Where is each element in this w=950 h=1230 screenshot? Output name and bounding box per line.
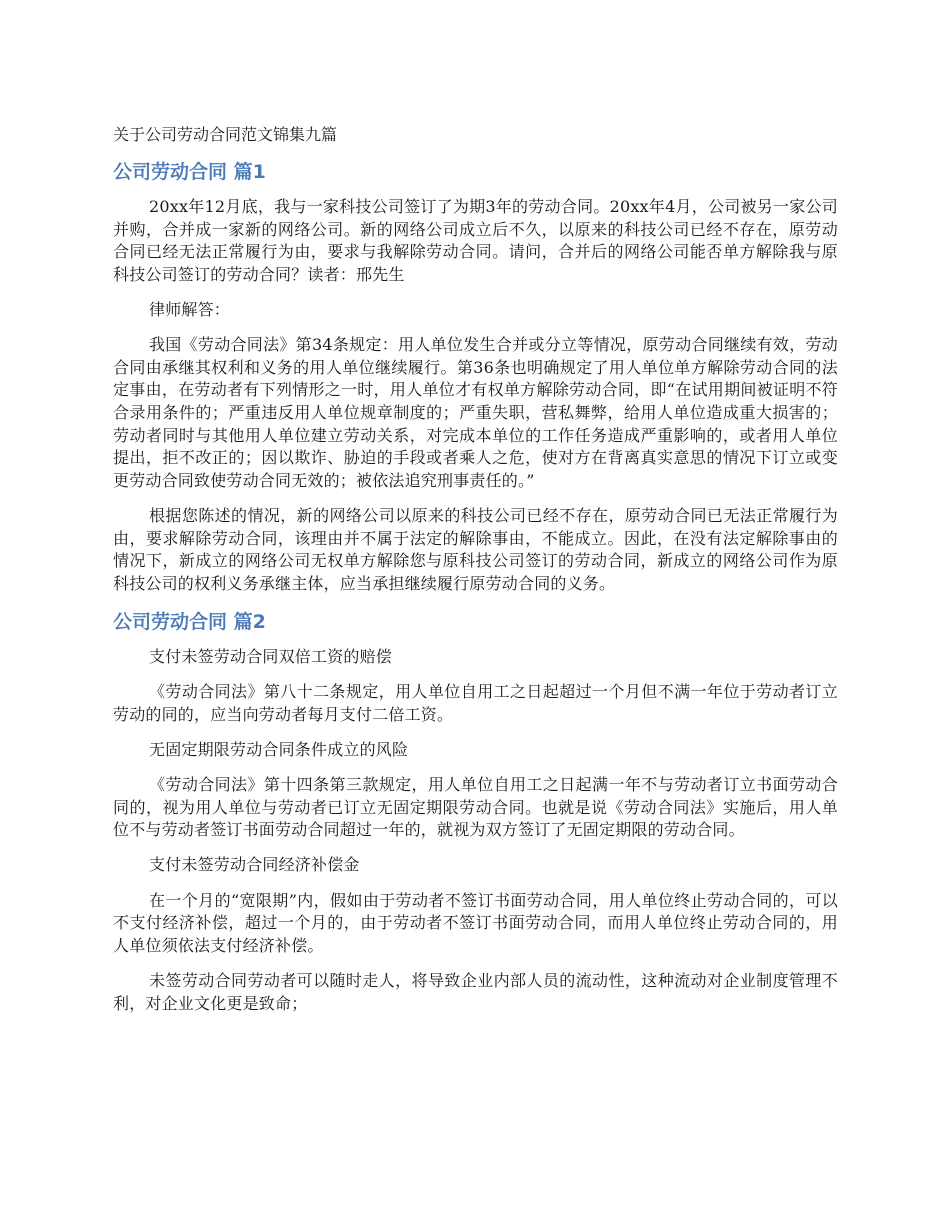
section-1 — [113, 158, 838, 595]
section-2 — [113, 608, 838, 1015]
paragraph: 《劳动合同法》第十四条第三款规定，用人单位自用工之日起满一年不与劳动者订立书面劳动合同的，视为用人单位与劳动者已订立无固定期限劳动合同。也就是说《劳动合同法》实施后，用人单位不与劳动者签订书面劳动合同超过一年的，就视为双方签订了无固定期限的劳动合同。 — [113, 775, 838, 840]
paragraph: 《劳动合同法》第八十二条规定，用人单位自用工之日起超过一个月但不满一年位于劳动者订立劳动的同的，应当向劳动者每月支付二倍工资。 — [113, 682, 838, 724]
paragraph: 支付未签劳动合同经济补偿金 — [149, 855, 360, 875]
paragraph: 根据您陈述的情况，新的网络公司以原来的科技公司已经不存在，原劳动合同已无法正常履行为由，要求解除劳动合同，该理由并不属于法定的解除事由，不能成立。因此，在没有法定解除事由的情况下，新成立的网络公司无权单方解除您与原科技公司签订的劳动合同，新成立的网络公司作为原科技公司的权利义务承继主体，应当承担继续履行原劳动合同的义务。 — [113, 505, 838, 593]
paragraph: 未签劳动合同劳动者可以随时走人，将导致企业内部人员的流动性，这种流动对企业制度管理不利，对企业文化更是致命； — [113, 970, 838, 1013]
paragraph: 支付未签劳动合同双倍工资的赔偿 — [149, 646, 393, 666]
paragraph: 20xx年12月底，我与一家科技公司签订了为期3年的劳动合同。20xx年4月，公司被另一家公司并购，合并成一家新的网络公司。新的网络公司成立后不久，以原来的科技公司已经不存在，原劳动合同已经无法正常履行为由，要求与我解除劳动合同。请问，合并后的网络公司能否单方解除我与原科技公司签订的劳动合同？读者：邢先生 — [113, 197, 838, 284]
section-heading: 公司劳动合同 篇1 — [113, 161, 266, 183]
section-heading: 公司劳动合同 篇2 — [113, 610, 266, 633]
paragraph: 律师解答： — [149, 299, 231, 319]
document-title: 关于公司劳动合同范文锦集九篇 — [113, 125, 338, 144]
paragraph: 我国《劳动合同法》第34条规定：用人单位发生合并或分立等情况，原劳动合同继续有效，劳动合同由承继其权利和义务的用人单位继续履行。第36条也明确规定了用人单位单方解除劳动合同的法定事由，在劳动者有下列情形之一时，用人单位才有权单方解除劳动合同，即“在试用期间被证明不符合录用条件的；严重违反用人单位规章制度的；严重失职，营私舞弊，给用人单位造成重大损害的；劳动者同时与其他用人单位建立劳动关系，对完成本单位的工作任务造成严重影响的，或者用人单位提出，拒不改正的；因以欺诈、胁迫的手段或者乘人之危，使对方在背离真实意思的情况下订立或变更劳动合同致使劳动合同无效的；被依法追究刑事责任的。” — [113, 335, 838, 490]
paragraph: 在一个月的“宽限期”内，假如由于劳动者不签订书面劳动合同，用人单位终止劳动合同的，可以不支付经济补偿，超过一个月的，由于劳动者不签订书面劳动合同，而用人单位终止劳动合同的，用人单位须依法支付经济补偿。 — [113, 890, 838, 955]
paragraph: 无固定期限劳动合同条件成立的风险 — [149, 739, 409, 759]
